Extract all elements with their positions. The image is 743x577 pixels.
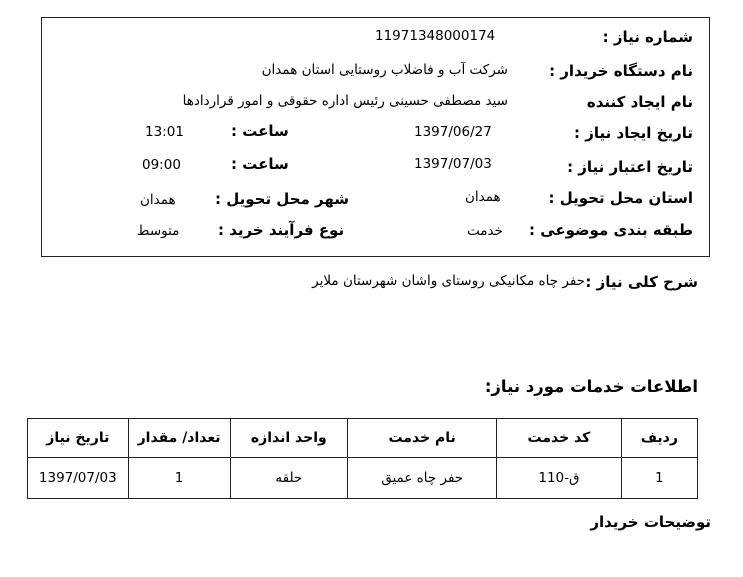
- delivery-province-value: همدان: [465, 189, 501, 205]
- need-number-value: 11971348000174: [375, 28, 496, 44]
- validity-date-label: تاریخ اعتبار نیاز :: [567, 158, 693, 176]
- summary-text: حفر چاه مکانیکی روستای واشان شهرستان ملایر: [312, 273, 585, 289]
- creator-label: نام ایجاد کننده: [586, 93, 693, 111]
- col-name-header: نام خدمت: [348, 419, 497, 458]
- cell-code: ق-110: [497, 458, 622, 499]
- need-number-label: شماره نیاز :: [602, 28, 693, 46]
- validity-date-value: 1397/07/03: [414, 156, 492, 172]
- created-time-value: 13:01: [145, 124, 184, 140]
- cell-name: حفر چاه عمیق: [348, 458, 497, 499]
- cell-quantity: 1: [128, 458, 230, 499]
- cell-date: 1397/07/03: [28, 458, 129, 499]
- col-date-header: تاریخ نیاز: [28, 419, 129, 458]
- purchase-process-value: متوسط: [137, 223, 180, 239]
- buyer-notes-label: توضیحات خریدار: [590, 513, 711, 531]
- validity-time-value: 09:00: [142, 157, 181, 173]
- category-label: طبقه بندی موضوعی :: [529, 221, 693, 239]
- validity-time-label: ساعت :: [231, 155, 289, 173]
- services-table: [27, 418, 698, 499]
- buyer-org-label: نام دستگاه خریدار :: [549, 62, 693, 80]
- created-date-value: 1397/06/27: [414, 124, 492, 140]
- delivery-province-label: استان محل تحویل :: [548, 189, 693, 207]
- cell-unit: حلقه: [230, 458, 348, 499]
- buyer-org-value: شرکت آب و فاضلاب روستایی استان همدان: [261, 62, 508, 78]
- services-header-row: [28, 419, 698, 458]
- creator-value: سید مصطفی حسینی رئیس اداره حقوقی و امور قراردادها: [182, 93, 508, 109]
- table-row: [28, 458, 698, 499]
- col-code-header: کد خدمت: [497, 419, 622, 458]
- col-unit-header: واحد اندازه: [230, 419, 348, 458]
- cell-row: 1: [621, 458, 697, 499]
- summary-label: شرح کلی نیاز :: [585, 273, 698, 291]
- category-value: خدمت: [467, 223, 503, 239]
- delivery-city-value: همدان: [140, 192, 176, 208]
- delivery-city-label: شهر محل تحویل :: [215, 190, 350, 208]
- col-row-header: ردیف: [621, 419, 697, 458]
- created-time-label: ساعت :: [231, 122, 289, 140]
- created-date-label: تاریخ ایجاد نیاز :: [574, 124, 693, 142]
- col-quantity-header: تعداد/ مقدار: [128, 419, 230, 458]
- services-heading: اطلاعات خدمات مورد نیاز:: [484, 377, 698, 396]
- purchase-process-label: نوع فرآیند خرید :: [218, 221, 345, 239]
